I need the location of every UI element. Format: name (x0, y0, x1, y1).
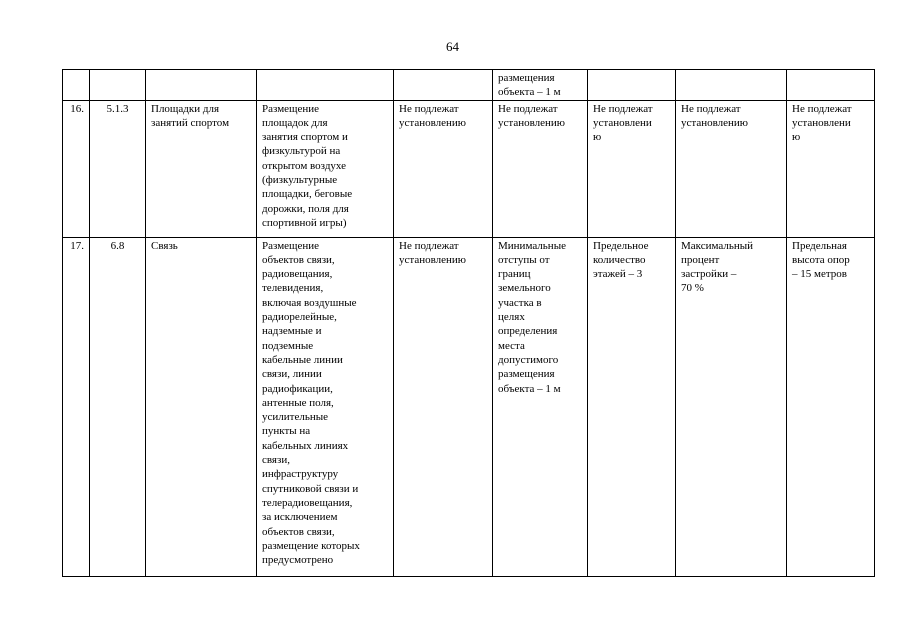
description-cell: Размещение площадок для занятия спортом и физкультурой на открытом воздухе (физкультурные площадки, беговые дорожки, поля для спортивной игры) (257, 100, 394, 237)
row-number-cell: 17. (63, 237, 90, 576)
coverage-cell: Максимальный процент застройки – 70 % (676, 237, 787, 576)
use-code-cell: 6.8 (90, 237, 146, 576)
floors-cell (588, 70, 676, 101)
use-name-cell: Площадки для занятий спортом (146, 100, 257, 237)
parameter-cell (394, 70, 493, 101)
height-cell: Не подлежат установлени ю (787, 100, 875, 237)
setback-cell: Не подлежат установлению (493, 100, 588, 237)
description-cell (257, 70, 394, 101)
regulations-table (62, 69, 875, 577)
use-code-cell: 5.1.3 (90, 100, 146, 237)
use-name-cell: Связь (146, 237, 257, 576)
parameter-cell: Не подлежат установлению (394, 100, 493, 237)
floors-cell: Предельное количество этажей – 3 (588, 237, 676, 576)
description-cell: Размещение объектов связи, радиовещания, телевидения, включая воздушные радиорелейные, надземные и подземные кабельные линии связи, линии радиофикации, антенные поля, усилительные пункты на кабельных линиях связи, инфраструктуру спутниковой связи и телерадиовещания, за исключением объектов связи, размещение которых предусмотрено (257, 237, 394, 576)
table-row (63, 70, 875, 101)
height-cell: Предельная высота опор – 15 метров (787, 237, 875, 576)
row-number-cell (63, 70, 90, 101)
row-number-cell: 16. (63, 100, 90, 237)
table-row (63, 100, 875, 237)
table-row (63, 237, 875, 576)
height-cell (787, 70, 875, 101)
page-number: 64 (446, 39, 459, 54)
coverage-cell (676, 70, 787, 101)
setback-cell: Минимальные отступы от границ земельного участка в целях определения места допустимого размещения объекта – 1 м (493, 237, 588, 576)
floors-cell: Не подлежат установлени ю (588, 100, 676, 237)
setback-cell: размещения объекта – 1 м (493, 70, 588, 101)
coverage-cell: Не подлежат установлению (676, 100, 787, 237)
use-code-cell (90, 70, 146, 101)
parameter-cell: Не подлежат установлению (394, 237, 493, 576)
use-name-cell (146, 70, 257, 101)
